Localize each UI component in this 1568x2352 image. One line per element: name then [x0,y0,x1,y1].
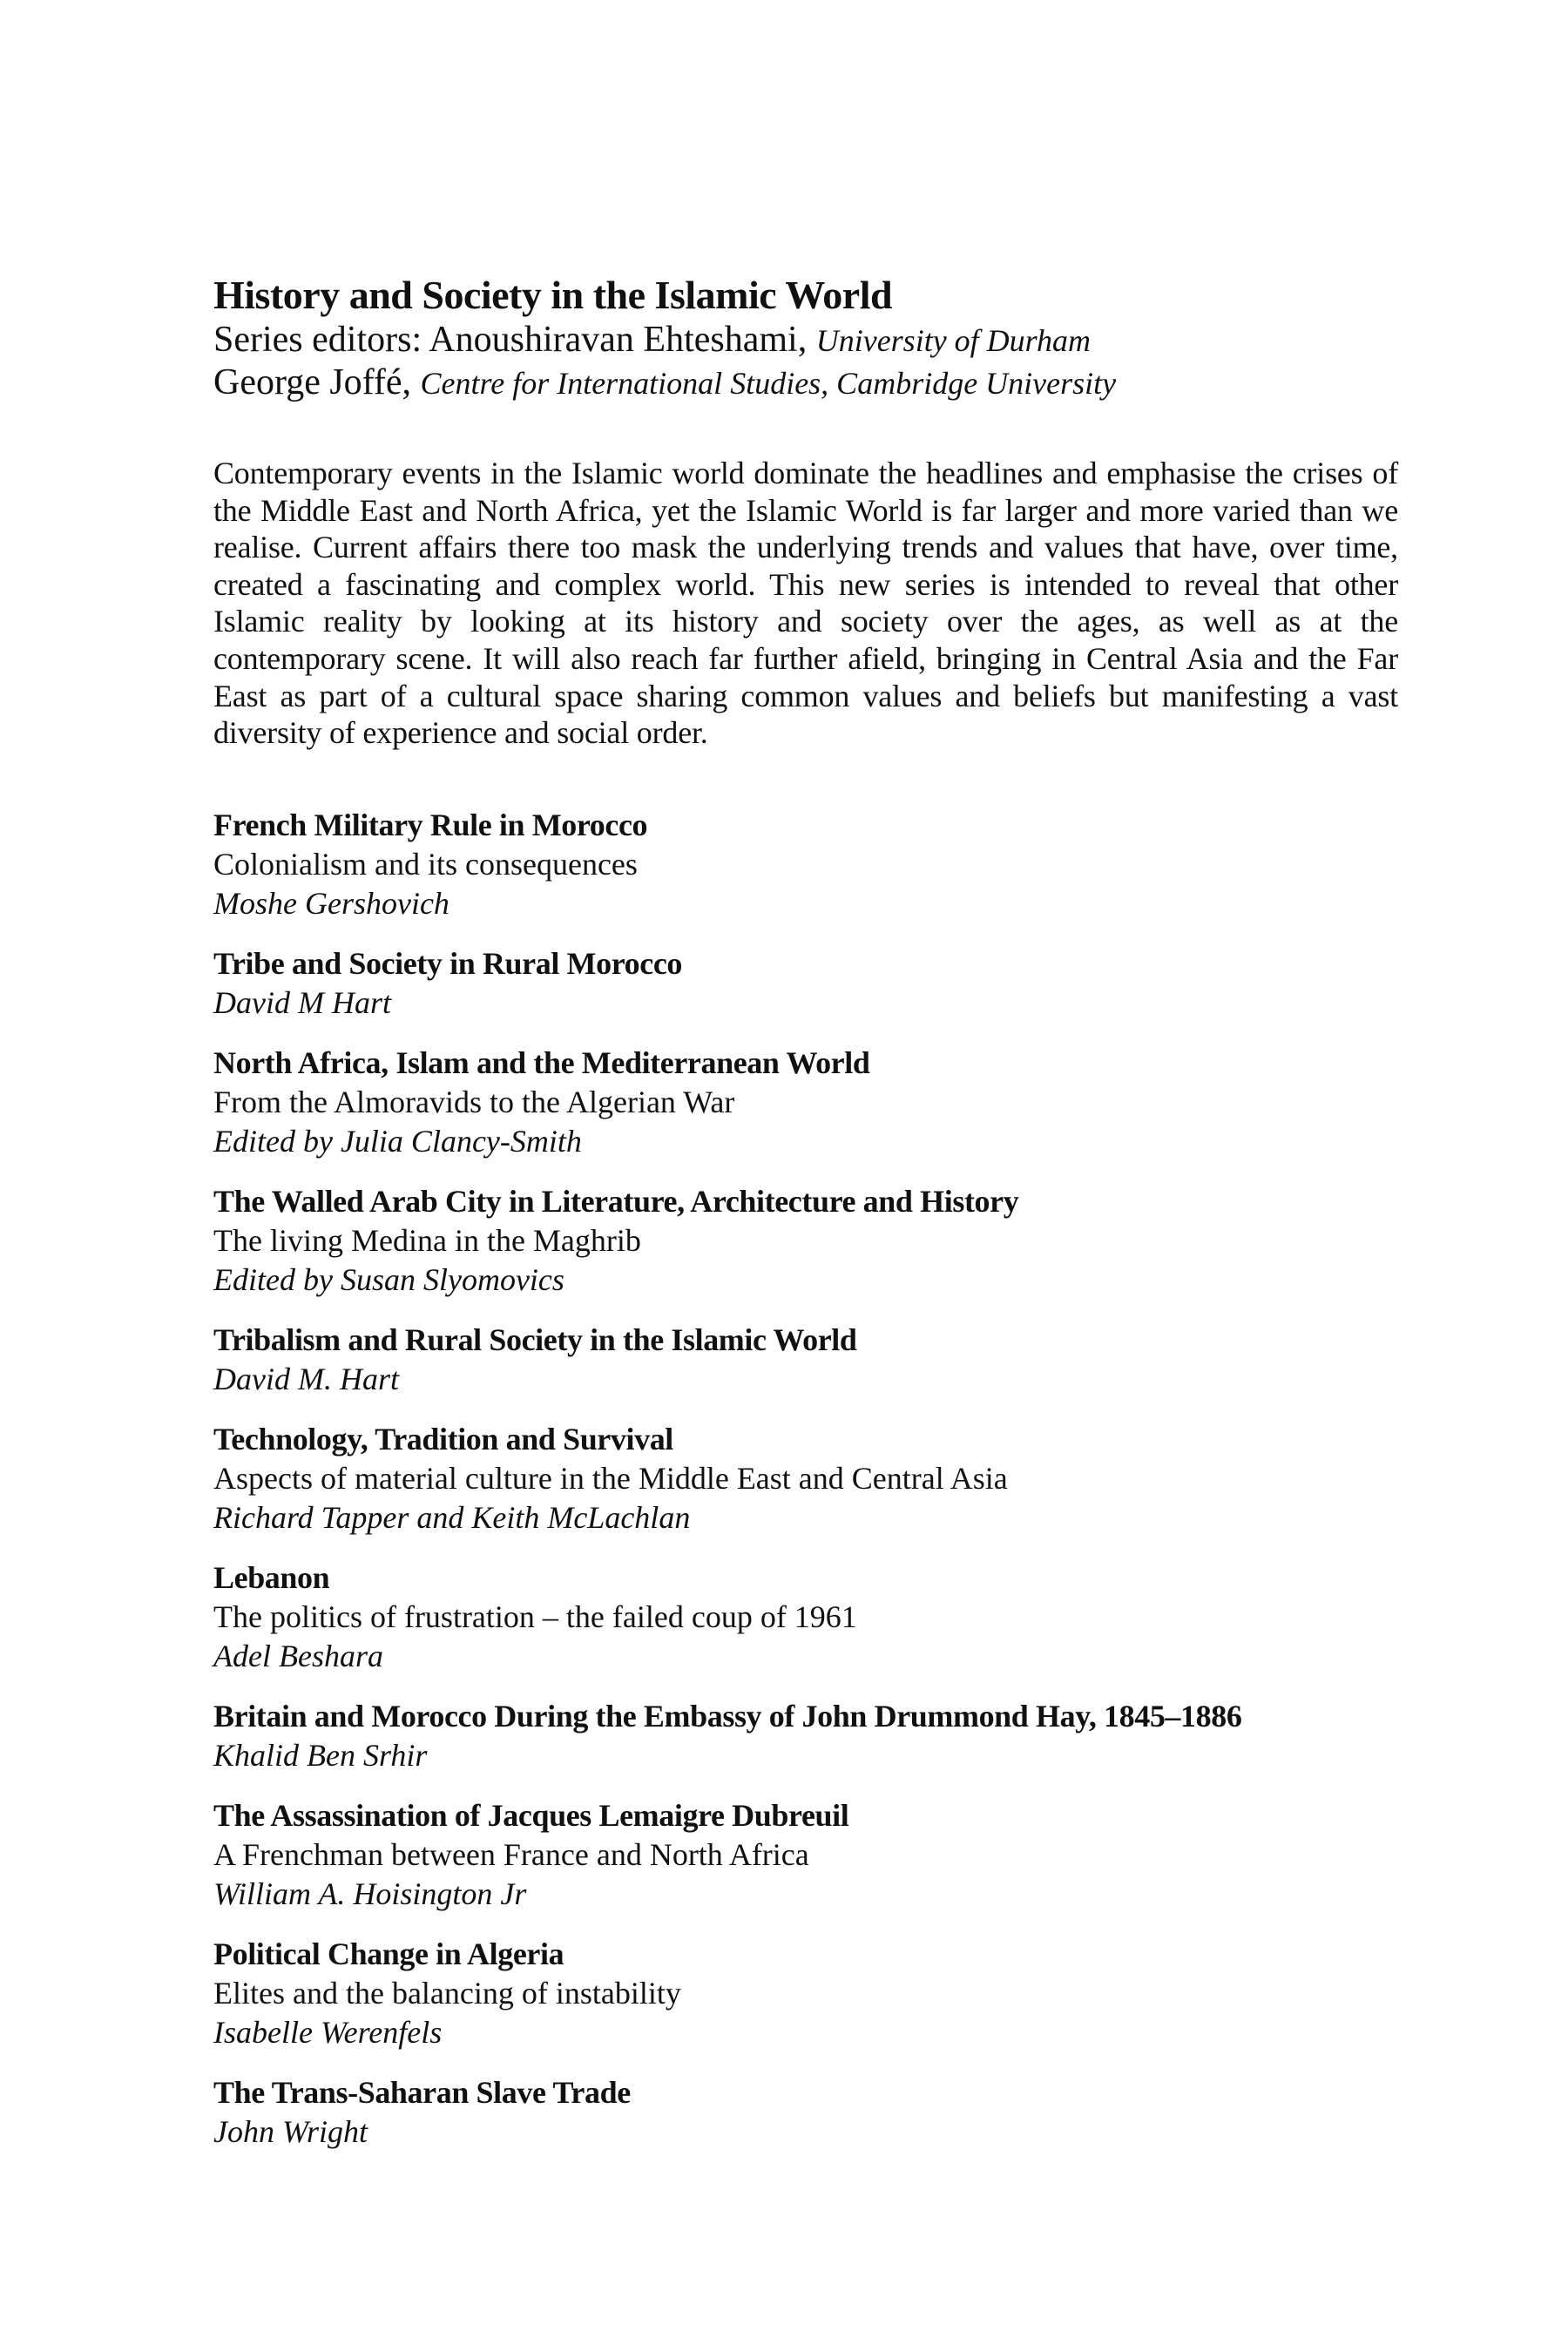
book-author: Edited by Susan Slyomovics [213,1261,564,1297]
book-author: Edited by Julia Clancy-Smith [213,1123,582,1159]
book-author: John Wright [213,2113,368,2149]
book-title: Lebanon [213,1559,330,1595]
book-entry [213,806,1398,923]
book-title: Technology, Tradition and Survival [213,1421,673,1456]
book-subtitle: The politics of frustration – the failed coup of 1961 [213,1598,857,1634]
book-author: David M. Hart [213,1361,399,1396]
book-author: Isabelle Werenfels [213,2014,443,2050]
book-list [213,806,1398,2152]
book-entry [213,944,1398,1023]
book-title: Tribe and Society in Rural Morocco [213,945,683,981]
editor-affiliation: Centre for International Studies, Cambridge University [420,366,1117,401]
book-title: The Trans-Saharan Slave Trade [213,2074,631,2110]
book-title: Tribalism and Rural Society in the Islamic World [213,1321,857,1357]
book-entry [213,1321,1398,1399]
book-author: Richard Tapper and Keith McLachlan [213,1499,691,1535]
book-entry [213,1697,1398,1775]
book-subtitle: A Frenchman between France and North Africa [213,1836,809,1872]
book-subtitle: Elites and the balancing of instability [213,1975,681,2011]
editor-name: Series editors: Anoushiravan Ehteshami, [213,320,816,360]
book-author: David M Hart [213,984,391,1020]
book-entry [213,1558,1398,1676]
book-entry [213,1935,1398,2052]
book-title: The Walled Arab City in Literature, Architecture and History [213,1183,1019,1219]
editor-affiliation: University of Durham [815,323,1092,358]
book-title: North Africa, Islam and the Mediterranean World [213,1044,870,1080]
series-page [213,272,1398,2173]
series-editor-line-2 [213,362,1398,404]
book-entry [213,2073,1398,2152]
book-title: The Assassination of Jacques Lemaigre Dubreuil [213,1797,849,1833]
book-title: Britain and Morocco During the Embassy of John Drummond Hay, 1845–1886 [213,1698,1242,1734]
book-subtitle: The living Medina in the Maghrib [213,1222,641,1258]
book-author: William A. Hoisington Jr [213,1876,527,1911]
book-entry [213,1796,1398,1914]
series-editor-line-1 [213,319,1398,362]
book-title: French Military Rule in Morocco [213,807,648,842]
book-entry [213,1044,1398,1161]
series-description: Contemporary events in the Islamic world dominate the headlines and emphasise the crises of the Middle East and North Africa, yet the Islamic World is far larger and more varied than we realise. Current affairs there too mask the underlying trends and values that have, over time, created a fascinating and complex world. This new series is intended to reveal that other Islamic reality by looking at its history and society over the ages, as well as at the contemporary scene. It will also reach far further afield, bringing in Central Asia and the Far East as part of a cultural space sharing common values and beliefs but manifesting a vast diversity of experience and social order. [213,456,1398,751]
book-subtitle: From the Almoravids to the Algerian War [213,1084,735,1119]
book-subtitle: Aspects of material culture in the Middle East and Central Asia [213,1460,1008,1496]
editor-name: George Joffé, [213,362,421,402]
book-title: Political Change in Algeria [213,1936,564,1971]
book-author: Khalid Ben Srhir [213,1737,428,1773]
series-title: History and Society in the Islamic World [213,273,893,317]
book-subtitle: Colonialism and its consequences [213,846,638,882]
book-author: Adel Beshara [213,1638,383,1673]
book-author: Moshe Gershovich [213,885,449,921]
book-entry [213,1182,1398,1300]
book-entry [213,1420,1398,1538]
